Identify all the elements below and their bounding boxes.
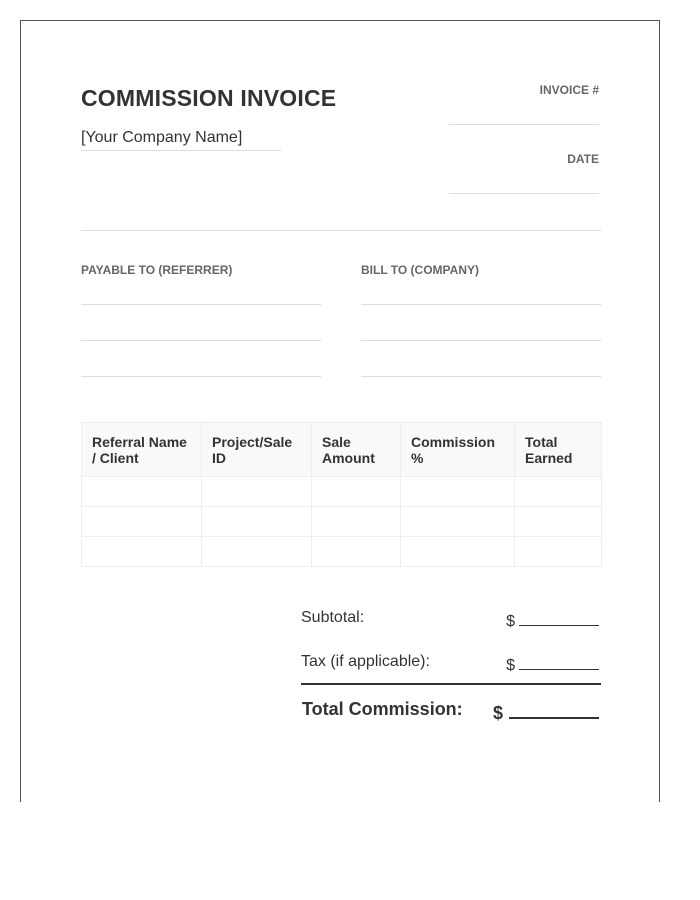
tax-label: Tax (if applicable):: [301, 653, 430, 670]
total-commission-field[interactable]: [509, 699, 599, 719]
table-cell[interactable]: [401, 477, 515, 507]
table-cell[interactable]: [202, 537, 312, 567]
payable-to-line-1[interactable]: [81, 304, 321, 305]
date-label: DATE: [567, 152, 599, 166]
table-cell[interactable]: [202, 477, 312, 507]
invoice-title: COMMISSION INVOICE: [81, 85, 337, 111]
column-header-referral: Referral Name / Client: [82, 423, 202, 477]
table-cell[interactable]: [401, 507, 515, 537]
payable-to-line-2[interactable]: [81, 340, 321, 341]
bill-to-line-2[interactable]: [361, 340, 601, 341]
subtotal-currency: $: [506, 613, 515, 630]
table-cell[interactable]: [401, 537, 515, 567]
tax-value: [506, 653, 599, 675]
table-row: [82, 537, 602, 567]
subtotal-field[interactable]: [519, 609, 599, 626]
table-cell[interactable]: [312, 537, 401, 567]
table-cell[interactable]: [312, 507, 401, 537]
payable-to-label: PAYABLE TO (REFERRER): [81, 263, 233, 277]
table-cell[interactable]: [515, 507, 602, 537]
subtotal-label: Subtotal:: [301, 609, 365, 626]
invoice-page: [20, 20, 660, 802]
total-commission-label: Total Commission:: [302, 699, 463, 719]
tax-currency: $: [506, 657, 515, 674]
table-header-row: [82, 423, 602, 477]
total-commission-value: [493, 699, 599, 724]
total-currency: $: [492, 703, 503, 723]
table-cell[interactable]: [82, 477, 202, 507]
commission-table: [81, 422, 602, 567]
invoice-number-label: INVOICE #: [539, 83, 599, 97]
header-divider: [81, 230, 601, 231]
company-name-field[interactable]: [Your Company Name]: [81, 129, 281, 151]
total-divider: [301, 683, 601, 685]
column-header-total-earned: Total Earned: [515, 423, 602, 477]
invoice-number-field[interactable]: [449, 124, 599, 125]
column-header-commission-percent: Commission %: [401, 423, 515, 477]
bill-to-line-1[interactable]: [361, 304, 601, 305]
table-cell[interactable]: [515, 537, 602, 567]
column-header-project-id: Project/Sale ID: [202, 423, 312, 477]
table-row: [82, 477, 602, 507]
table-cell[interactable]: [515, 477, 602, 507]
bill-to-label: BILL TO (COMPANY): [361, 263, 479, 277]
table-cell[interactable]: [312, 477, 401, 507]
bill-to-line-3[interactable]: [361, 376, 601, 377]
date-field[interactable]: [449, 193, 599, 194]
table-cell[interactable]: [82, 537, 202, 567]
table-cell[interactable]: [202, 507, 312, 537]
tax-field[interactable]: [519, 653, 599, 670]
subtotal-value: [506, 609, 599, 631]
table-row: [82, 507, 602, 537]
table-cell[interactable]: [82, 507, 202, 537]
column-header-sale-amount: Sale Amount: [312, 423, 401, 477]
payable-to-line-3[interactable]: [81, 376, 321, 377]
